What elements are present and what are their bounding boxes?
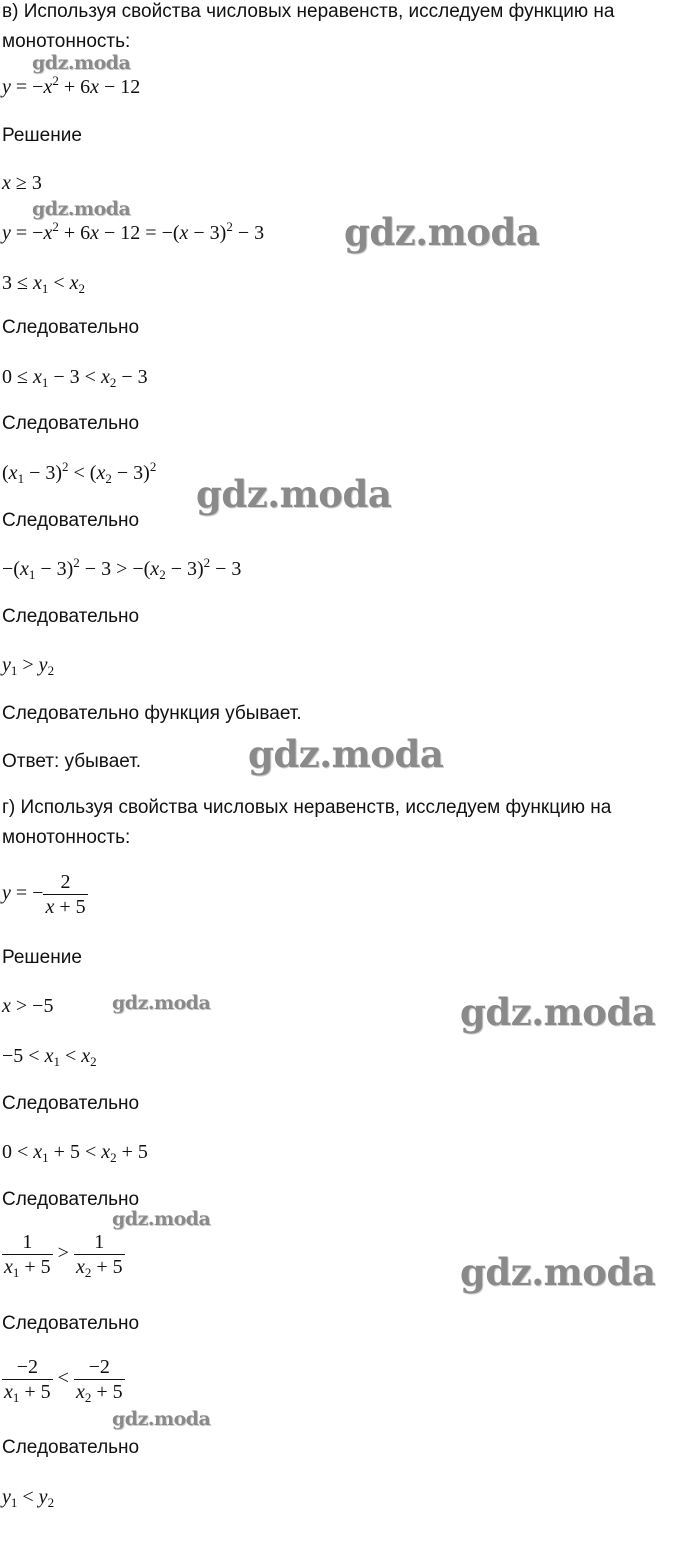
part-v-ineq5: $y_1 > y_2$ xyxy=(2,654,55,678)
part-v-solution-heading: Решение xyxy=(2,125,82,146)
part-v-conclusion: Следовательно функция убывает. xyxy=(2,703,302,724)
watermark: gdz.moda xyxy=(32,52,131,74)
part-v-therefore-2: Следовательно xyxy=(2,413,140,434)
part-g-domain-condition: x > −5 xyxy=(2,995,54,1017)
part-v-therefore-1: Следовательно xyxy=(2,317,140,338)
watermark: gdz.moda xyxy=(112,992,211,1014)
part-v-ineq4: $-(x_1 - 3)^2 - 3 > -(x_2 - 3)^2 - 3$ xyxy=(2,555,242,582)
part-g-ineq4: $\frac{-2}{x_1 + 5}$ < $\frac{-2}{x_2 + 5}$ xyxy=(4,1356,123,1405)
part-g-ineq5: $y_1 < y_2$ xyxy=(2,1486,55,1510)
part-g-therefore-4: Следовательно xyxy=(2,1437,140,1458)
fraction: $\frac{2}{x + 5}$ xyxy=(45,871,86,918)
fraction-right: $\frac{-2}{x_2 + 5}$ xyxy=(75,1356,123,1405)
watermark: gdz.moda xyxy=(460,990,656,1034)
part-v-answer: Ответ: убывает. xyxy=(2,751,142,772)
part-g-solution-heading: Решение xyxy=(2,947,82,968)
part-v-therefore-3: Следовательно xyxy=(2,510,140,531)
part-v-domain-condition: x ≥ 3 xyxy=(2,172,42,194)
watermark: gdz.moda xyxy=(344,210,540,254)
part-v-function: $y = -x^2 + 6x - 12$ xyxy=(2,73,141,98)
part-g-ineq3: $\frac{1}{x_1 + 5}$ > $\frac{1}{x_2 + 5}$ xyxy=(4,1231,123,1280)
part-g-therefore-1: Следовательно xyxy=(2,1093,140,1114)
fraction-left: $\frac{1}{x_1 + 5}$ xyxy=(4,1231,51,1280)
part-v-ineq3: $(x_1 - 3)^2 < (x_2 - 3)^2$ xyxy=(2,459,157,486)
part-g-ineq2: $0 < x_1 + 5 < x_2 + 5$ xyxy=(2,1141,148,1165)
fraction-left: $\frac{-2}{x_1 + 5}$ xyxy=(4,1356,51,1405)
part-v-transform: $y = -x^2 + 6x - 12 = -(x - 3)^2 - 3$ xyxy=(2,219,265,244)
watermark: gdz.moda xyxy=(248,732,444,776)
part-v-intro-line2: монотонность: xyxy=(2,31,131,52)
watermark: gdz.moda xyxy=(460,1250,656,1294)
part-v-intro-line1: в) Используя свойства числовых неравенств, исследуем функцию на xyxy=(2,1,615,22)
part-g-ineq1: $-5 < x_1 < x_2$ xyxy=(2,1045,97,1069)
part-g-function: y = − $\frac{2}{x + 5}$ xyxy=(2,871,86,918)
part-g-intro-line1: г) Используя свойства числовых неравенств, исследуем функцию на xyxy=(2,797,612,818)
fraction-right: $\frac{1}{x_2 + 5}$ xyxy=(75,1231,123,1280)
part-v-ineq1: $3 \le x_1 < x_2$ xyxy=(2,272,86,296)
part-v-ineq2: $0 \le x_1 - 3 < x_2 - 3$ xyxy=(2,366,148,390)
part-g-therefore-2: Следовательно xyxy=(2,1189,140,1210)
watermark: gdz.moda xyxy=(112,1208,211,1230)
part-v-therefore-4: Следовательно xyxy=(2,606,140,627)
watermark: gdz.moda xyxy=(32,198,131,220)
watermark: gdz.moda xyxy=(112,1408,211,1430)
part-g-therefore-3: Следовательно xyxy=(2,1313,140,1334)
watermark: gdz.moda xyxy=(196,472,392,516)
part-g-intro-line2: монотонность: xyxy=(2,827,131,848)
